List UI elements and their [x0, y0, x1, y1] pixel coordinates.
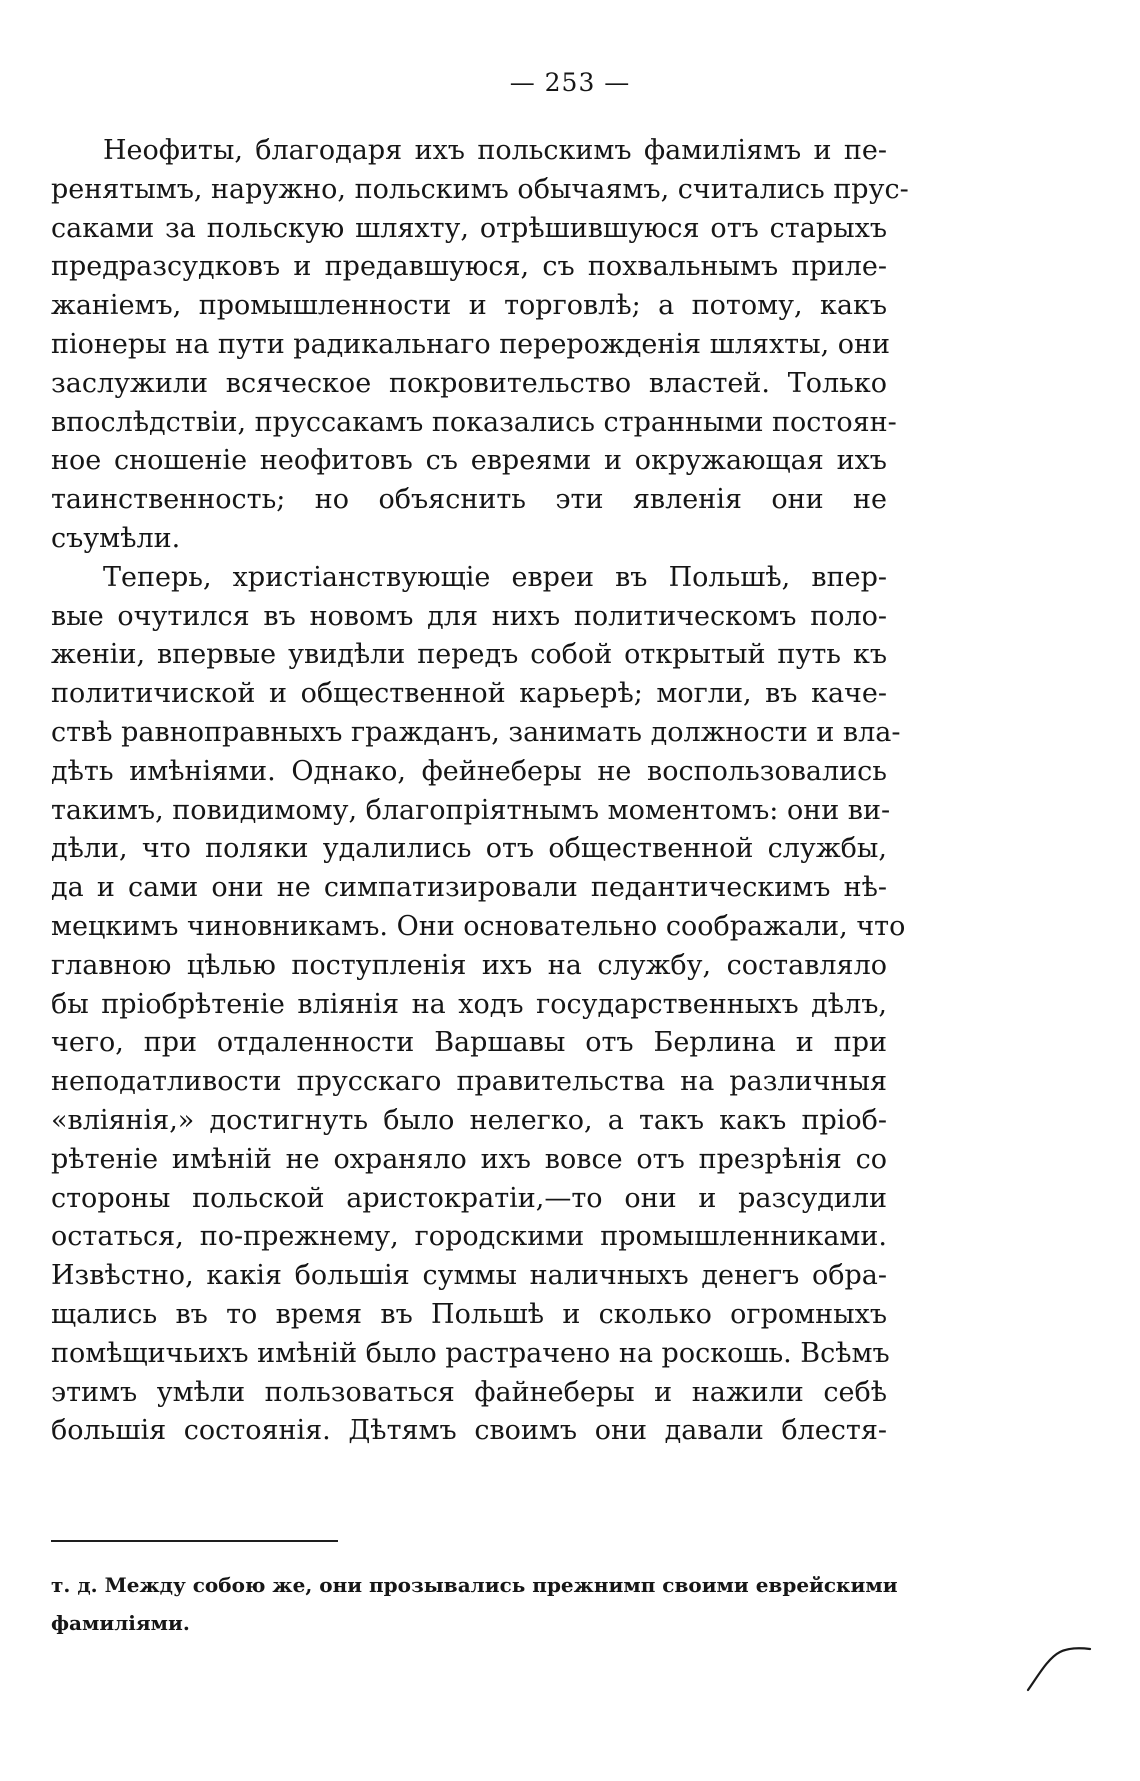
text-line: саками за польскую шляхту, отрѣшившуюся отъ старыхъ [51, 212, 887, 244]
text-line: такимъ, повидимому, благопріятнымъ моментомъ: они ви- [51, 794, 891, 826]
text-line: женіи, впервые увидѣли передъ собой открытый путь къ [51, 639, 887, 671]
paragraph-1 [51, 132, 909, 559]
text-line: щались въ то время въ Польшѣ и сколько огромныхъ [51, 1298, 887, 1330]
page-number: — 253 — [509, 68, 631, 97]
text-line: главною цѣлью поступленія ихъ на службу, составляло [51, 949, 887, 981]
text-line: ное сношеніе неофитовъ съ евреями и окружающая ихъ [51, 445, 887, 477]
footnote-divider [51, 1540, 338, 1542]
text-line: Неофиты, благодаря ихъ польскимъ фамиліямъ и пе- [103, 135, 887, 166]
text-line: предразсудковъ и предавшуюся, съ похвальнымъ приле- [51, 251, 887, 283]
text-line: остаться, по-прежнему, городскими промышленниками. [51, 1221, 887, 1253]
footnote-line: фамиліями. [51, 1611, 190, 1635]
text-line: мецкимъ чиновникамъ. Они основательно соображали, что [51, 910, 906, 942]
text-line: съумѣли. [51, 522, 181, 554]
text-line: впослѣдствіи, пруссакамъ показались странными постоян- [51, 406, 897, 438]
body-text [51, 132, 909, 1451]
text-line: неподатливости прусскаго правительства на различныя [51, 1066, 887, 1098]
text-line: заслужили всяческое покровительство властей. Только [51, 367, 887, 399]
text-line: ренятымъ, наружно, польскимъ обычаямъ, считались прус- [51, 173, 909, 205]
text-line: ствѣ равноправныхъ гражданъ, занимать должности и вла- [51, 716, 901, 748]
text-line: Теперь, христіанствующіе евреи въ Польшѣ, впер- [103, 561, 887, 593]
text-line: стороны польской аристократіи,—то они и разсудили [51, 1182, 887, 1214]
text-line: да и сами они не симпатизировали педантическимъ нѣ- [51, 872, 887, 904]
text-line: таинственность; но объяснить эти явленія они не [51, 484, 887, 516]
text-line: «вліянія,» достигнуть было нелегко, а такъ какъ пріоб- [51, 1104, 887, 1136]
paragraph-2 [51, 559, 906, 1451]
text-line: чего, при отдаленности Варшавы отъ Берлина и при [51, 1027, 887, 1059]
text-line: Извѣстно, какія большія суммы наличныхъ денегъ обра- [51, 1260, 887, 1292]
text-line: дѣть имѣніями. Однако, фейнеберы не воспользовались [51, 755, 887, 787]
text-line: піонеры на пути радикальнаго перерожденія шляхты, они [51, 328, 891, 360]
text-line: большія состоянія. Дѣтямъ своимъ они давали блестя- [51, 1415, 887, 1447]
pen-stroke-mark [1026, 1636, 1092, 1692]
text-line: бы пріобрѣтеніе вліянія на ходъ государственныхъ дѣлъ, [51, 988, 887, 1020]
text-line: вые очутился въ новомъ для нихъ политическомъ поло- [51, 600, 887, 632]
text-line: рѣтеніе имѣній не охраняло ихъ вовсе отъ презрѣнія со [51, 1143, 887, 1175]
text-line: этимъ умѣли пользоваться файнеберы и нажили себѣ [51, 1376, 887, 1408]
text-line: дѣли, что поляки удалились отъ общественной службы, [51, 833, 887, 865]
text-line: помѣщичьихъ имѣній было растрачено на роскошь. Всѣмъ [51, 1337, 890, 1369]
text-line: политичиской и общественной карьерѣ; могли, въ каче- [51, 678, 887, 710]
text-line: жаніемъ, промышленности и торговлѣ; а потому, какъ [51, 290, 887, 322]
footnote [51, 1566, 898, 1642]
footnote-line: т. д. Между собою же, они прозывались прежнимп своими еврейскими [51, 1573, 898, 1597]
